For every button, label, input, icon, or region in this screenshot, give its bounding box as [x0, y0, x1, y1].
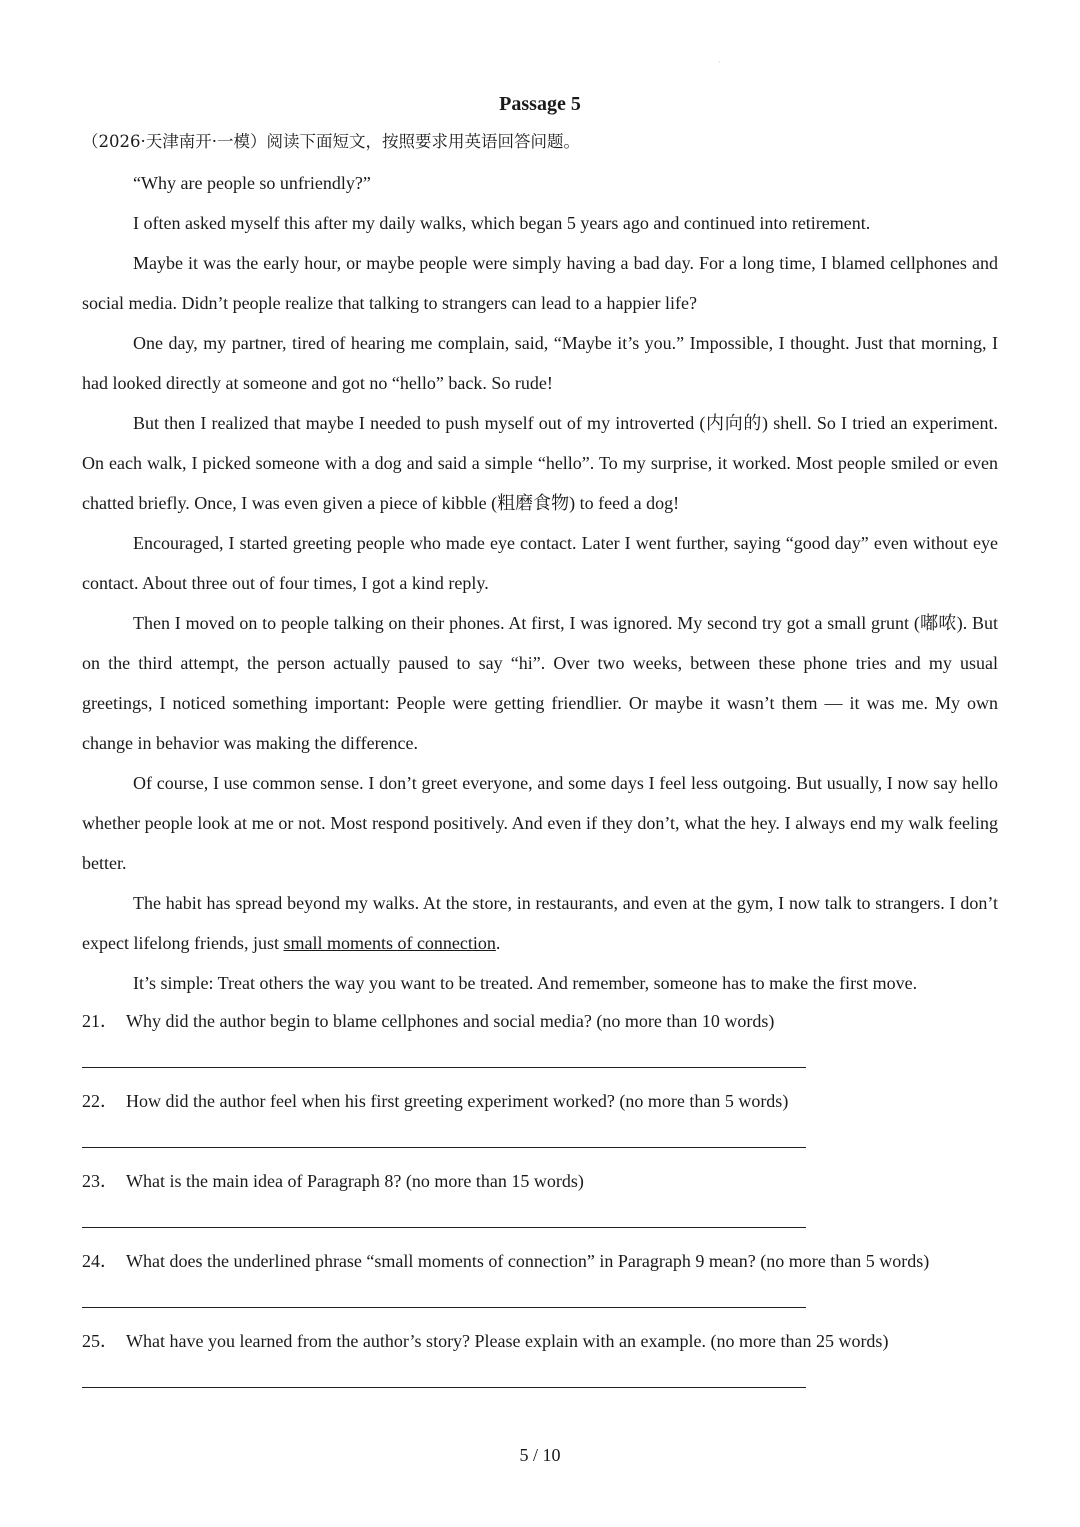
- page-number: 5 / 10: [519, 1445, 561, 1465]
- questions-section: [82, 1001, 998, 1401]
- question-text: What is the main idea of Paragraph 8? (no more than 15 words): [126, 1171, 584, 1191]
- question-text: Why did the author begin to blame cellphones and social media? (no more than 10 words): [126, 1011, 775, 1031]
- question-text: What does the underlined phrase “small moments of connection” in Paragraph 9 mean? (no more than 5 words): [126, 1251, 930, 1271]
- paragraph-1: “Why are people so unfriendly?”: [133, 173, 371, 193]
- answer-line[interactable]: [82, 1227, 806, 1228]
- paragraph-9-text: The habit has spread beyond my walks. At the store, in restaurants, and even at the gym, I now talk to strangers. I don’t expect lifelong friends, just: [82, 893, 998, 953]
- passage-source-instruction: （2026·天津南开·一模）阅读下面短文，按照要求用英语回答问题。: [82, 132, 580, 151]
- question-24: [82, 1241, 998, 1321]
- answer-line[interactable]: [82, 1067, 806, 1068]
- paragraph-3: Maybe it was the early hour, or maybe people were simply having a bad day. For a long time, I blamed cellphones and social media. Didn’t people realize that talking to strangers can lead to a happier life?: [82, 253, 998, 313]
- question-number: 21．: [82, 1011, 118, 1031]
- answer-line[interactable]: [82, 1387, 806, 1388]
- paragraph-2: I often asked myself this after my daily walks, which began 5 years ago and continued into retirement.: [133, 213, 871, 233]
- underlined-phrase: small moments of connection: [283, 933, 496, 953]
- paragraph-10: It’s simple: Treat others the way you want to be treated. And remember, someone has to make the first move.: [133, 973, 918, 993]
- scan-mark: ·: [718, 58, 721, 67]
- paragraph-9-end: .: [495, 933, 501, 953]
- paragraph-8: Of course, I use common sense. I don’t greet everyone, and some days I feel less outgoing. But usually, I now say hello whether people look at me or not. Most respond positively. And even if they don’t, what the hey. I always end my walk feeling better.: [82, 773, 998, 873]
- passage-title: Passage 5: [499, 93, 581, 115]
- question-23: [82, 1161, 998, 1241]
- paragraph-9: [82, 883, 998, 963]
- paragraph-7: Then I moved on to people talking on their phones. At first, I was ignored. My second try got a small grunt (嘟哝). But on the third attempt, the person actually paused to say “hi”. Over two weeks, between these phone tries and my usual greetings, I noticed something important: People were getting friendlier. Or maybe it wasn’t them — it was me. My own change in behavior was making the difference.: [82, 613, 998, 753]
- answer-line[interactable]: [82, 1147, 806, 1148]
- question-number: 25．: [82, 1331, 118, 1351]
- paragraph-6: Encouraged, I started greeting people who made eye contact. Later I went further, saying “good day” even without eye contact. About three out of four times, I got a kind reply.: [82, 533, 998, 593]
- paragraph-4: One day, my partner, tired of hearing me complain, said, “Maybe it’s you.” Impossible, I thought. Just that morning, I had looked directly at someone and got no “hello” back. So rude!: [82, 333, 998, 393]
- question-number: 22．: [82, 1091, 118, 1111]
- paragraph-5: But then I realized that maybe I needed to push myself out of my introverted (内向的) shell. So I tried an experiment. On each walk, I picked someone with a dog and said a simple “hello”. To my surprise, it worked. Most people smiled or even chatted briefly. Once, I was even given a piece of kibble (粗磨食物) to feed a dog!: [82, 413, 998, 513]
- question-number: 23．: [82, 1171, 118, 1191]
- answer-line[interactable]: [82, 1307, 806, 1308]
- passage-body: [82, 163, 998, 1003]
- question-text: How did the author feel when his first greeting experiment worked? (no more than 5 words): [126, 1091, 789, 1111]
- question-25: [82, 1321, 998, 1401]
- question-number: 24．: [82, 1251, 118, 1271]
- question-22: [82, 1081, 998, 1161]
- question-21: [82, 1001, 998, 1081]
- question-text: What have you learned from the author’s story? Please explain with an example. (no more than 25 words): [126, 1331, 889, 1351]
